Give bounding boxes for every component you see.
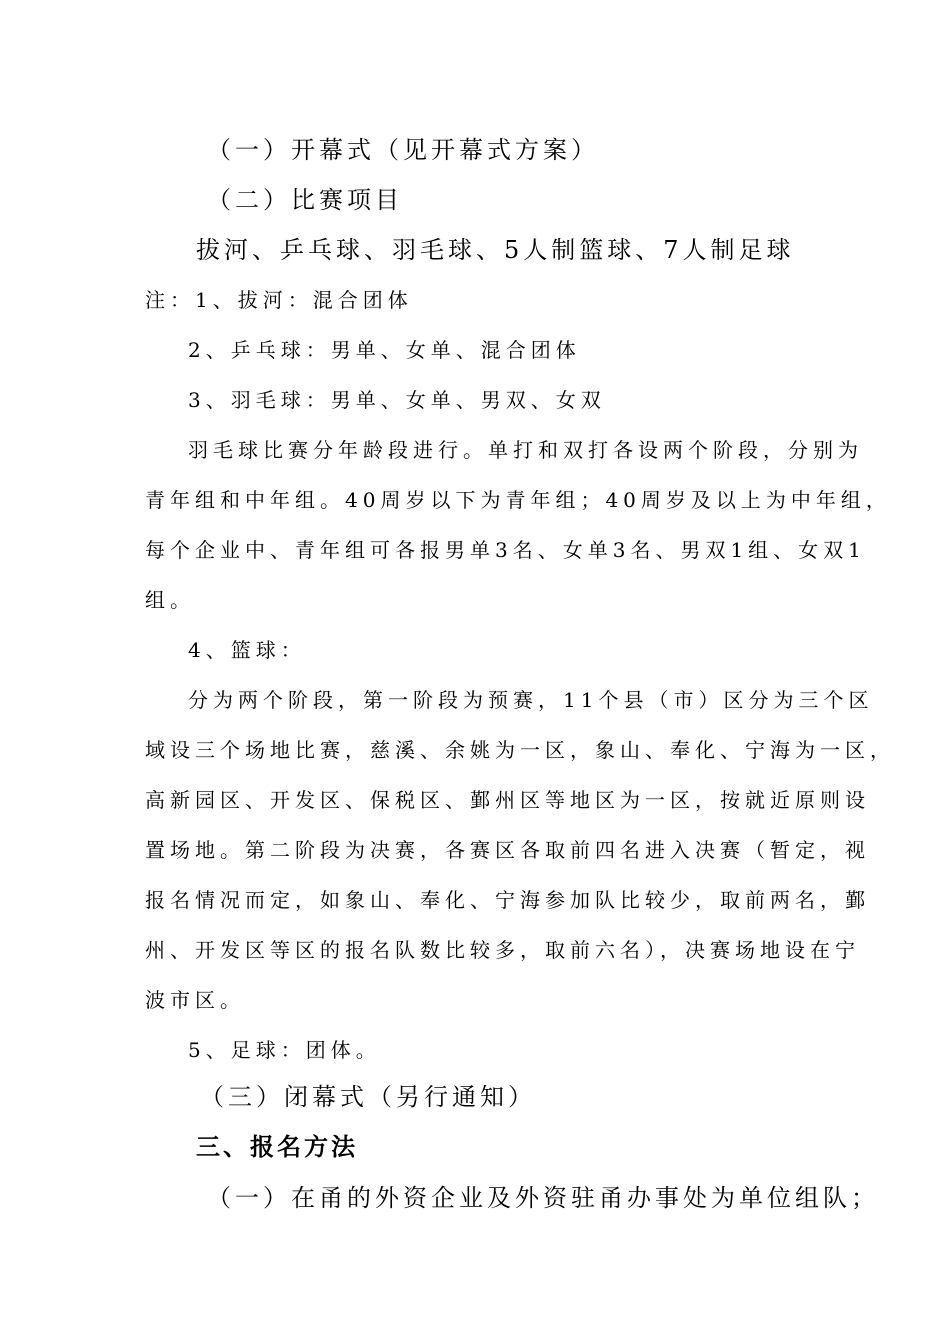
paragraph-badminton-line-3: 每个企业中、青年组可各报男单3名、女单3名、男双1组、女双1 [145, 538, 866, 562]
events-subheading: （二）比赛项目 [207, 186, 403, 214]
paragraph-basketball-line-6: 州、开发区等区的报名队数比较多，取前六名），决赛场地设在宁 [145, 938, 860, 962]
paragraph-badminton-line-1: 羽毛球比赛分年龄段进行。单打和双打各设两个阶段，分别为 [188, 438, 863, 462]
paragraph-badminton-line-4: 组。 [145, 588, 195, 612]
paragraph-basketball-line-1: 分为两个阶段，第一阶段为预赛，11个县（市）区分为三个区 [188, 688, 874, 712]
events-list: 拔河、乒乓球、羽毛球、5人制篮球、7人制足球 [196, 236, 795, 264]
closing-ceremony-line: （三）闭幕式（另行通知） [200, 1083, 536, 1111]
note-badminton: 3、羽毛球：男单、女单、男双、女双 [188, 388, 606, 412]
paragraph-basketball-line-7: 波市区。 [145, 988, 245, 1012]
section-heading-registration: 三、报名方法 [196, 1133, 358, 1161]
note-tug-of-war: 注：1、拔河：混合团体 [145, 288, 413, 312]
note-football: 5、足球：团体。 [188, 1038, 381, 1062]
opening-ceremony-line: （一）开幕式（见开幕式方案） [207, 136, 599, 164]
note-basketball: 4、篮球： [188, 638, 306, 662]
paragraph-basketball-line-3: 高新园区、开发区、保税区、鄞州区等地区为一区，按就近原则设 [145, 788, 870, 812]
registration-item-1: （一）在甬的外资企业及外资驻甬办事处为单位组队； [207, 1184, 879, 1212]
paragraph-basketball-line-5: 报名情况而定，如象山、奉化、宁海参加队比较少，取前两名，鄞 [145, 888, 870, 912]
note-table-tennis: 2、乒乓球：男单、女单、混合团体 [188, 338, 581, 362]
paragraph-basketball-line-2: 域设三个场地比赛，慈溪、余姚为一区，象山、奉化、宁海为一区， [145, 738, 895, 762]
paragraph-badminton-line-2: 青年组和中年组。40周岁以下为青年组；40周岁及以上为中年组， [145, 488, 891, 512]
paragraph-basketball-line-4: 置场地。第二阶段为决赛，各赛区各取前四名进入决赛（暂定，视 [145, 838, 870, 862]
